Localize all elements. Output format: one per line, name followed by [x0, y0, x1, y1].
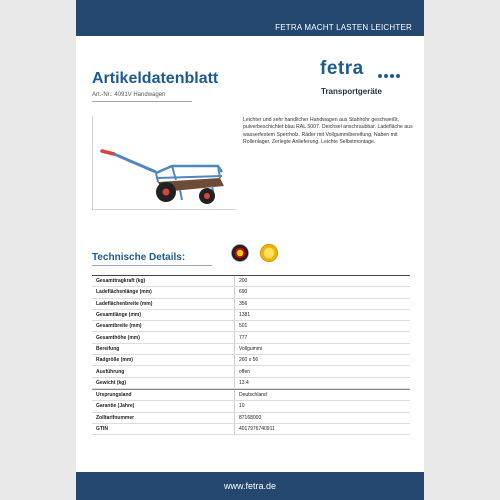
hand-cart-icon [92, 116, 236, 210]
spec-row [92, 321, 410, 332]
spec-label: Gesamttragkraft (kg) [96, 278, 146, 285]
spec-row [92, 299, 410, 310]
spec-value: 260 x 56 [234, 355, 258, 365]
spec-row [92, 332, 410, 343]
spec-row [92, 389, 410, 401]
spec-label: Gesamthöhe (mm) [96, 334, 140, 341]
spec-value: 1381 [234, 310, 250, 320]
bottom-banner [76, 472, 424, 500]
logo-tagline: Transportgeräte [321, 87, 382, 96]
spec-value: 200 [234, 276, 247, 286]
fetra-logo: fetra [320, 58, 364, 79]
spec-value: Deutschland [234, 390, 267, 400]
spec-value: 690 [234, 287, 247, 297]
spec-value: 87168000 [234, 413, 261, 423]
banner-slogan: FETRA MACHT LASTEN LEICHTER [275, 23, 412, 32]
top-banner [76, 0, 424, 36]
spec-row [92, 275, 410, 287]
article-number: Art.-Nr.: 4091V Handwagen [92, 92, 166, 98]
page-title: Artikeldatenblatt [92, 70, 219, 87]
section-divider [92, 265, 212, 266]
spec-value: 13.4 [234, 378, 249, 388]
spec-label: Gesamtbreite (mm) [96, 323, 142, 330]
spec-label: Ursprungsland [96, 392, 132, 399]
spec-row [92, 287, 410, 298]
spec-label: Garantie (Jahre) [96, 403, 135, 410]
website-link[interactable]: www.fetra.de [223, 481, 277, 491]
spec-table [92, 275, 410, 435]
spec-row [92, 344, 410, 355]
guarantee-badge-icon [260, 244, 278, 262]
spec-row [92, 424, 410, 435]
spec-label: Bereifung [96, 345, 120, 352]
spec-label: Radgröße (mm) [96, 357, 133, 364]
datasheet-page [76, 0, 424, 500]
title-divider [92, 101, 192, 102]
spec-value: 501 [234, 321, 247, 331]
spec-value: 4017976740911 [234, 424, 275, 434]
spec-label: GTIN [96, 426, 108, 432]
spec-row [92, 355, 410, 366]
spec-value: Vollgummi [234, 344, 262, 354]
product-description: Leichter und sehr handlicher Handwagen aus Stahlrohr geschweißt, pulverbeschichtet blau RAL 5007. Deichsel anschraubbar. Ladefläche aus wasserfestem Sperrholz. Räder mit Vollgummibereifung, Naben mit Rollenlager. Zerlegte Anlieferung. Leichte Selbstmontage. [243, 117, 413, 146]
spec-row [92, 413, 410, 424]
spec-label: Ladeflächenbreite (mm) [96, 300, 153, 307]
technical-details-heading: Technische Details: [92, 252, 186, 263]
made-in-germany-badge-icon [231, 244, 249, 262]
spec-value: 10 [234, 401, 245, 411]
spec-label: Gewicht (kg) [96, 379, 127, 386]
spec-row [92, 310, 410, 321]
spec-value: offen [234, 366, 250, 376]
fetra-logo-dots-icon [378, 74, 400, 78]
spec-value: 356 [234, 299, 247, 309]
spec-row [92, 378, 410, 389]
spec-row [92, 366, 410, 377]
spec-label: Ausführung [96, 368, 125, 375]
spec-value: 777 [234, 332, 247, 342]
spec-label: Gesamtlänge (mm) [96, 312, 142, 319]
spec-label: Zolltarifnummer [96, 414, 135, 421]
spec-row [92, 401, 410, 412]
product-photo [92, 116, 236, 210]
spec-label: Ladeflächenlänge (mm) [96, 289, 152, 296]
